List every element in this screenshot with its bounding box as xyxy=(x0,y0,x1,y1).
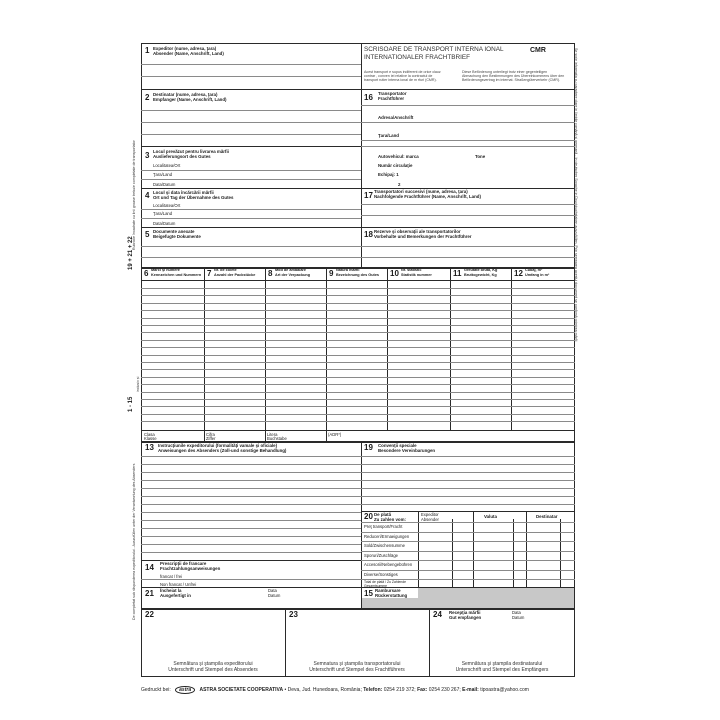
left-margin-fields-mid: 1 - 15 xyxy=(128,396,134,412)
charges-row-line xyxy=(361,570,575,571)
goods-column-label-ro: Mod de ambalare xyxy=(275,268,307,272)
goods-row-line xyxy=(141,332,575,333)
field-1-number: 1 xyxy=(145,46,150,55)
field-20-consignee: Destinatar xyxy=(536,514,558,519)
field-13-line xyxy=(141,512,361,513)
field-16-label-ro: Transportator xyxy=(378,91,407,96)
field-3-date: Data/Datum xyxy=(153,182,176,187)
field-19-line xyxy=(361,472,575,473)
field-20-number: 20 xyxy=(364,512,373,521)
charges-row-line xyxy=(361,560,575,561)
field-2-label-ro: Destinatar (nume, adresa, ţara) xyxy=(153,92,218,97)
note-de: Diese Beförderung unterliegt trotz einer gegenteiligen Abmachung den Bestimmungen des Übereinkommens über den Beförderungsvertrag im internat. Straßengüterverkehr (CMR). xyxy=(462,70,565,83)
adr-divider xyxy=(265,430,266,441)
field-24-date-de: Datum xyxy=(512,615,525,620)
field-15-shaded xyxy=(362,598,574,608)
goods-row-line xyxy=(141,377,575,378)
goods-column-label-ro: Cubaj, m³ xyxy=(525,268,543,272)
field-13-line xyxy=(141,488,361,489)
field-23-number: 23 xyxy=(289,610,298,619)
goods-row-line xyxy=(141,369,575,370)
goods-row-line xyxy=(141,340,575,341)
field-14-label-de: Frachtzahlungsanweisungen xyxy=(160,566,221,571)
charges-row-label: Sporuri/Zuschläge xyxy=(364,553,398,558)
field-13-line xyxy=(141,520,361,521)
printer-footer xyxy=(141,686,529,694)
goods-column-header-7 xyxy=(206,268,263,280)
field-19-line xyxy=(361,480,575,481)
field-19-line xyxy=(361,456,575,457)
footer-tel: 0254 219 372; xyxy=(382,687,418,693)
goods-column-header-11 xyxy=(452,268,509,280)
footer-tel-label: Telefon: xyxy=(363,687,383,693)
top-divider xyxy=(361,43,362,268)
field-17-label-de: Nachfolgende Frachtführer (Name, Anschrift, Land) xyxy=(374,194,481,199)
field-19-line xyxy=(361,464,575,465)
goods-column-header-9 xyxy=(328,268,385,280)
field-13-line xyxy=(141,504,361,505)
note-ro: Acest transport e supus indiferent de orice clauz contrar , conven iei relative la contractul de transport rutier interna ional de m rfuri (CMR). xyxy=(364,70,441,83)
charges-row-line xyxy=(361,522,575,523)
goods-column-label-ro: Nr. statistic xyxy=(401,268,422,272)
goods-column-label-ro: Mărci şi numere xyxy=(151,268,180,272)
goods-row-line xyxy=(141,421,575,422)
goods-column-label-de: Bezeichnung des Gutes xyxy=(336,273,380,277)
goods-column-label-de: Art der Verpackung xyxy=(275,273,311,277)
goods-column-number: 8 xyxy=(268,269,273,278)
goods-column-label-de: Kennzeichen und Nummern xyxy=(151,273,202,277)
field-13-line xyxy=(141,464,361,465)
field-13-line xyxy=(141,536,361,537)
adr-note: (ADR*) xyxy=(328,432,342,437)
field-18-label-ro: Rezerve şi observaţii ale transportatorilor xyxy=(374,229,461,234)
field-15-number: 15 xyxy=(364,589,373,598)
field-16-plate: Număr circulaţie xyxy=(378,163,413,168)
title-de: INTERNATIONALER FRACHTBRIEF xyxy=(364,54,471,61)
goods-column-header-6 xyxy=(143,268,202,280)
field-13-line xyxy=(141,456,361,457)
footer-email-label: E-mail: xyxy=(462,687,479,693)
goods-row-line xyxy=(141,303,575,304)
field-16-vehicle: Autovehicul: marca xyxy=(378,154,419,159)
field-16-crew-2: 2 xyxy=(398,182,401,187)
field-5-label-de: Beigefugte Dokumente xyxy=(153,234,201,239)
field-4-country: Ţara/Land xyxy=(153,211,173,216)
field-14-label-ro: Prescripţii de francare xyxy=(160,561,207,566)
field-24-date: Data xyxy=(512,610,521,615)
field-4-label-de: Ort und Tag der Übernahme des Gutes xyxy=(153,195,234,200)
field-21-label-de: Ausgefertigt in xyxy=(160,593,191,598)
field-18-number: 18 xyxy=(364,230,373,239)
goods-row-line xyxy=(141,347,575,348)
field-13-label-ro: Instrucţiunile expeditorului (formalităţi vamale şi oficiale) xyxy=(158,443,278,448)
field-4-label-ro: Locul şi data încărcării mărfii xyxy=(153,190,214,195)
footer-prefix: Gedruckt bei: xyxy=(141,687,171,693)
field-15-shaded-top xyxy=(418,588,574,598)
footer-address: • Deva, Jud. Hunedoara, România; xyxy=(283,687,364,693)
field-13-line xyxy=(141,552,361,553)
goods-column-number: 6 xyxy=(144,269,149,278)
field-4-number: 4 xyxy=(145,191,150,200)
field-2-number: 2 xyxy=(145,93,150,102)
field-14-unpaid: Non francat / Unfrei xyxy=(160,582,197,587)
left-margin-note-bot: De completat sub răspunderea expeditorului - Auszufüllen unter der Verantwortung des Absenders xyxy=(132,463,136,620)
field-15-label-ro: Rambursare xyxy=(375,588,401,593)
goods-column-label-de: Anzahl der Packstücke xyxy=(214,273,256,277)
charges-row-line xyxy=(361,532,575,533)
goods-column-label-de: Bruttogewicht, Kg xyxy=(464,273,497,277)
field-19-line xyxy=(361,488,575,489)
field-19-label-ro: Convenţii speciale xyxy=(378,443,417,448)
adr-letter: Litera xyxy=(267,432,278,437)
field-13-line xyxy=(141,496,361,497)
goods-column-number: 10 xyxy=(390,269,399,278)
field-13-label-de: Anweisungen des Absenders (Zoll-und sonstige Behandlung) xyxy=(158,448,287,453)
goods-column-number: 11 xyxy=(453,269,462,278)
charges-row-line xyxy=(361,541,575,542)
field-3-number: 3 xyxy=(145,151,150,160)
adr-class: Clasa xyxy=(144,432,155,437)
goods-column-number: 12 xyxy=(514,269,523,278)
left-margin-fields-top: 19 + 21 + 22 xyxy=(128,236,134,270)
field-4-date: Data/Datum xyxy=(153,221,176,226)
field-21-date-de: Datum xyxy=(268,593,281,598)
goods-column-header-12 xyxy=(513,268,573,280)
field-19-line xyxy=(361,504,575,505)
goods-column-label-de: Umfang in m³ xyxy=(525,273,550,277)
field-21-date: Data xyxy=(268,588,277,593)
goods-column-label-ro: Natura mărfii xyxy=(336,268,360,272)
goods-row-line xyxy=(141,325,575,326)
field-20-sender-de: Absender xyxy=(421,517,439,522)
charges-row-label: Preţ transport/Fracht xyxy=(364,524,403,529)
field-3-country: Ţara/Land xyxy=(153,172,173,177)
field-2-label-de: Empfanger (Name, Anschrift, Land) xyxy=(153,97,227,102)
field-20-label-de: Zu zahlen vom: xyxy=(374,517,406,522)
field-17-number: 17 xyxy=(364,191,373,200)
field-14-number: 14 xyxy=(145,563,154,572)
left-margin-note-top: Rubricile încadrate cu linii groase trebuie completate de transportator xyxy=(132,140,136,250)
title-ro: SCRISOARE DE TRANSPORT INTERNA IONAL xyxy=(364,46,504,53)
field-23-signature-caption: Semnatura şi ştampila transportatorului Unterschrift und Stempel des Frachtführers xyxy=(309,661,405,673)
goods-column-label-ro: Nr. de colete xyxy=(214,268,237,272)
cmr-form-frame xyxy=(141,43,575,677)
field-24-number: 24 xyxy=(433,610,442,619)
goods-row-line xyxy=(141,399,575,400)
field-4-locality: Localitatea/Ort xyxy=(153,203,181,208)
goods-column-number: 9 xyxy=(329,269,334,278)
field-19-line xyxy=(361,496,575,497)
field-20-label-ro: De plată xyxy=(374,512,392,517)
goods-row-line xyxy=(141,288,575,289)
adr-divider xyxy=(204,430,205,441)
goods-row-line xyxy=(141,355,575,356)
charges-row-label: Accesorii/Nebengebühren xyxy=(364,562,413,567)
field-19-number: 19 xyxy=(364,443,373,452)
field-13-line xyxy=(141,472,361,473)
footer-fax: 0254 230 267; xyxy=(427,687,463,693)
goods-row-line xyxy=(141,384,575,385)
field-1-label-ro: Expeditor (nume, adresa, ţara) xyxy=(153,46,217,51)
field-24-label-de: Gut empfangen xyxy=(449,615,482,620)
goods-row-line xyxy=(141,318,575,319)
field-14-paid: francat / frei xyxy=(160,574,183,579)
footer-company: ASTRA SOCIETATE COOPERATIVA xyxy=(199,687,284,693)
field-16-crew-1: Echipaj: 1 xyxy=(378,172,399,177)
charges-row-label: Total de plată / Zu Zahlende Gesamtsumme xyxy=(364,580,407,588)
goods-header-bottom xyxy=(141,280,575,281)
field-16-number: 16 xyxy=(364,93,373,102)
field-13-line xyxy=(141,544,361,545)
goods-column-label-ro: Greutate brută, Kg xyxy=(464,268,498,272)
goods-row-line xyxy=(141,406,575,407)
field-22-signature-caption: Semnătura şi ştampila expeditorului Unterschrift und Stempel des Absenders xyxy=(168,661,258,673)
charges-row-label: Sold/Zwischensumme xyxy=(364,543,405,548)
footer-email: tipoastra@yahoo.com xyxy=(478,687,529,693)
field-24-signature-caption: Semnătura şi ştampila destinatarului Unterschrift und Stempel des Empfängers xyxy=(455,661,549,673)
charges-row-line xyxy=(361,551,575,552)
adr-letter-de: Buchstabe xyxy=(267,436,287,441)
goods-row-line xyxy=(141,414,575,415)
field-20-sender: Expeditor xyxy=(421,512,439,517)
goods-row-line xyxy=(141,362,575,363)
adr-digit-de: Ziffer xyxy=(206,436,216,441)
field-3-label-de: Auslieferungsort des Gutes xyxy=(153,154,211,159)
field-3-locality: Localitatea/Ort xyxy=(153,163,181,168)
adr-divider xyxy=(326,430,327,441)
left-margin-note-mid: inclusiv și xyxy=(136,376,140,392)
field-21-label-ro: Încheiat la xyxy=(160,588,182,593)
goods-row-line xyxy=(141,392,575,393)
goods-column-label-de: Statistik nummer xyxy=(401,273,432,277)
field-21-number: 21 xyxy=(145,589,154,598)
goods-column-header-8 xyxy=(267,268,324,280)
field-13-line xyxy=(141,480,361,481)
field-24-label-ro: Recepţia mărfii xyxy=(449,610,481,615)
goods-row-line xyxy=(141,310,575,311)
right-margin-note: Se scrie informația cu caractere clare in limbile română și germană - In deutscher Sprache in Druckbuchstaben auszufüllen. Prin semnarea acestui document se confirmă primirea mărfii xyxy=(574,48,578,342)
adr-digit: Cifra xyxy=(206,432,215,437)
field-15-label-de: Rückerstattung xyxy=(375,593,408,598)
field-3-label-ro: Locul prevăzut pentru livrarea mărfii xyxy=(153,149,229,154)
field-13-number: 13 xyxy=(145,443,154,452)
field-5-number: 5 xyxy=(145,230,150,239)
charges-row-label: Reduceri/Ermaeigungen xyxy=(364,534,410,539)
field-17-label-ro: Transportatori succesivi (nume, adresa, ţara) xyxy=(374,189,468,194)
footer-fax-label: Fax: xyxy=(417,687,428,693)
field-19-label-de: Besondere Vereinbarungen xyxy=(378,448,436,453)
field-16-tons: Tone xyxy=(475,154,486,159)
field-16-label-de: Frachtführer xyxy=(378,96,405,101)
field-16-country: Ţara/Land xyxy=(378,133,399,138)
goods-bottom-line xyxy=(141,430,575,431)
goods-row-line xyxy=(141,295,575,296)
field-13-line xyxy=(141,528,361,529)
goods-column-number: 7 xyxy=(207,269,212,278)
goods-column-header-10 xyxy=(389,268,448,280)
field-20-currency: Valuta xyxy=(484,514,497,519)
cmr-label: CMR xyxy=(530,47,546,54)
field-16-address: Adresa/Anschrift xyxy=(378,115,414,120)
field-1-label-de: Absender (Name, Anschrift, Land) xyxy=(153,51,224,56)
charges-row-label: Diverse/Sonstiges xyxy=(364,572,398,577)
field-22-number: 22 xyxy=(145,610,154,619)
field-5-label-ro: Documente anexate xyxy=(153,229,195,234)
field-18-label-de: Vorbehalte und Bemerkungen der Frachtführer xyxy=(374,234,472,239)
printer-logo: astra xyxy=(175,686,195,694)
adr-class-de: Klasse xyxy=(144,436,157,441)
